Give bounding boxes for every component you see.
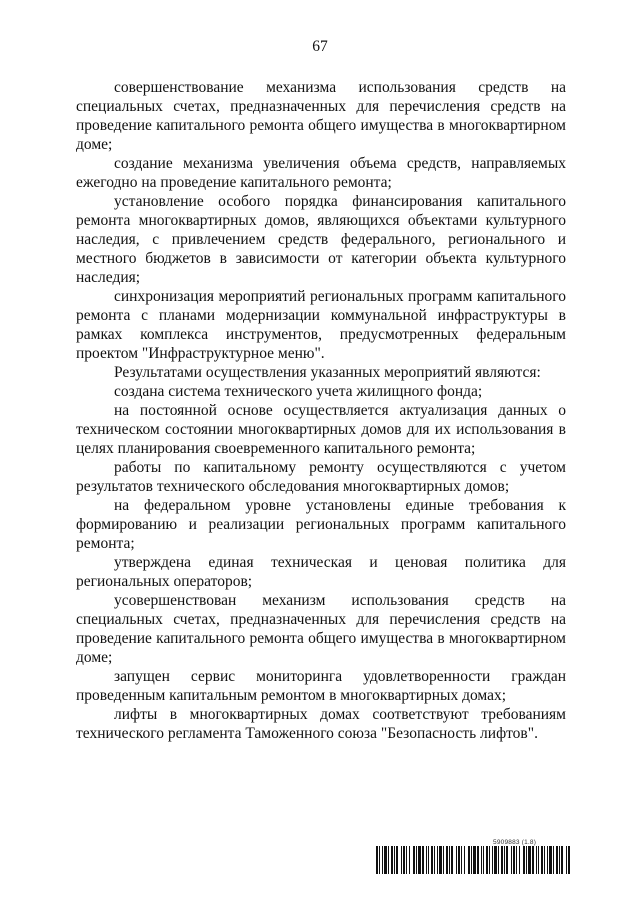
paragraph: запущен сервис мониторинга удовлетворенности граждан проведенным капитальным ремонтом в многоквартирных домах; — [76, 668, 566, 704]
paragraph: на постоянной основе осуществляется актуализация данных о техническом состоянии многоквартирных домов для их использования в целях планирования своевременного капитального ремонта; — [76, 402, 566, 457]
document-code: 5909883 (1.8) — [493, 839, 537, 846]
paragraph: на федеральном уровне установлены единые требования к формированию и реализации региональных программ капитального ремонта; — [76, 497, 566, 552]
paragraph: установление особого порядка финансирования капитального ремонта многоквартирных домов, являющихся объектами культурного наследия, с привлечением средств федерального, регионального и местного бюджетов в зависимости от категории объекта культурного наследия; — [76, 193, 566, 286]
barcode-icon — [376, 846, 570, 874]
paragraph: создана система технического учета жилищного фонда; — [114, 383, 483, 400]
paragraph: утверждена единая техническая и ценовая политика для региональных операторов; — [76, 554, 566, 590]
paragraph: создание механизма увеличения объема средств, направляемых ежегодно на проведение капитального ремонта; — [76, 155, 566, 191]
paragraph: работы по капитальному ремонту осуществляются с учетом результатов технического обследования многоквартирных домов; — [76, 459, 566, 495]
paragraph: совершенствование механизма использования средств на специальных счетах, предназначенных для перечисления средств на проведение капитального ремонта общего имущества в многоквартирном доме; — [76, 79, 566, 153]
paragraph: лифты в многоквартирных домах соответствуют требованиям технического регламента Таможенного союза "Безопасность лифтов". — [76, 706, 566, 742]
paragraph: синхронизация мероприятий региональных программ капитального ремонта с планами модернизации коммунальной инфраструктуры в рамках комплекса инструментов, предусмотренных федеральным проектом "Инфраструктурное меню". — [76, 288, 566, 362]
paragraph: Результатами осуществления указанных мероприятий являются: — [114, 364, 541, 381]
page-number: 67 — [312, 38, 328, 55]
document-body — [76, 78, 566, 743]
paragraph: усовершенствован механизм использования средств на специальных счетах, предназначенных для перечисления средств на проведение капитального ремонта общего имущества в многоквартирном доме; — [76, 592, 566, 666]
